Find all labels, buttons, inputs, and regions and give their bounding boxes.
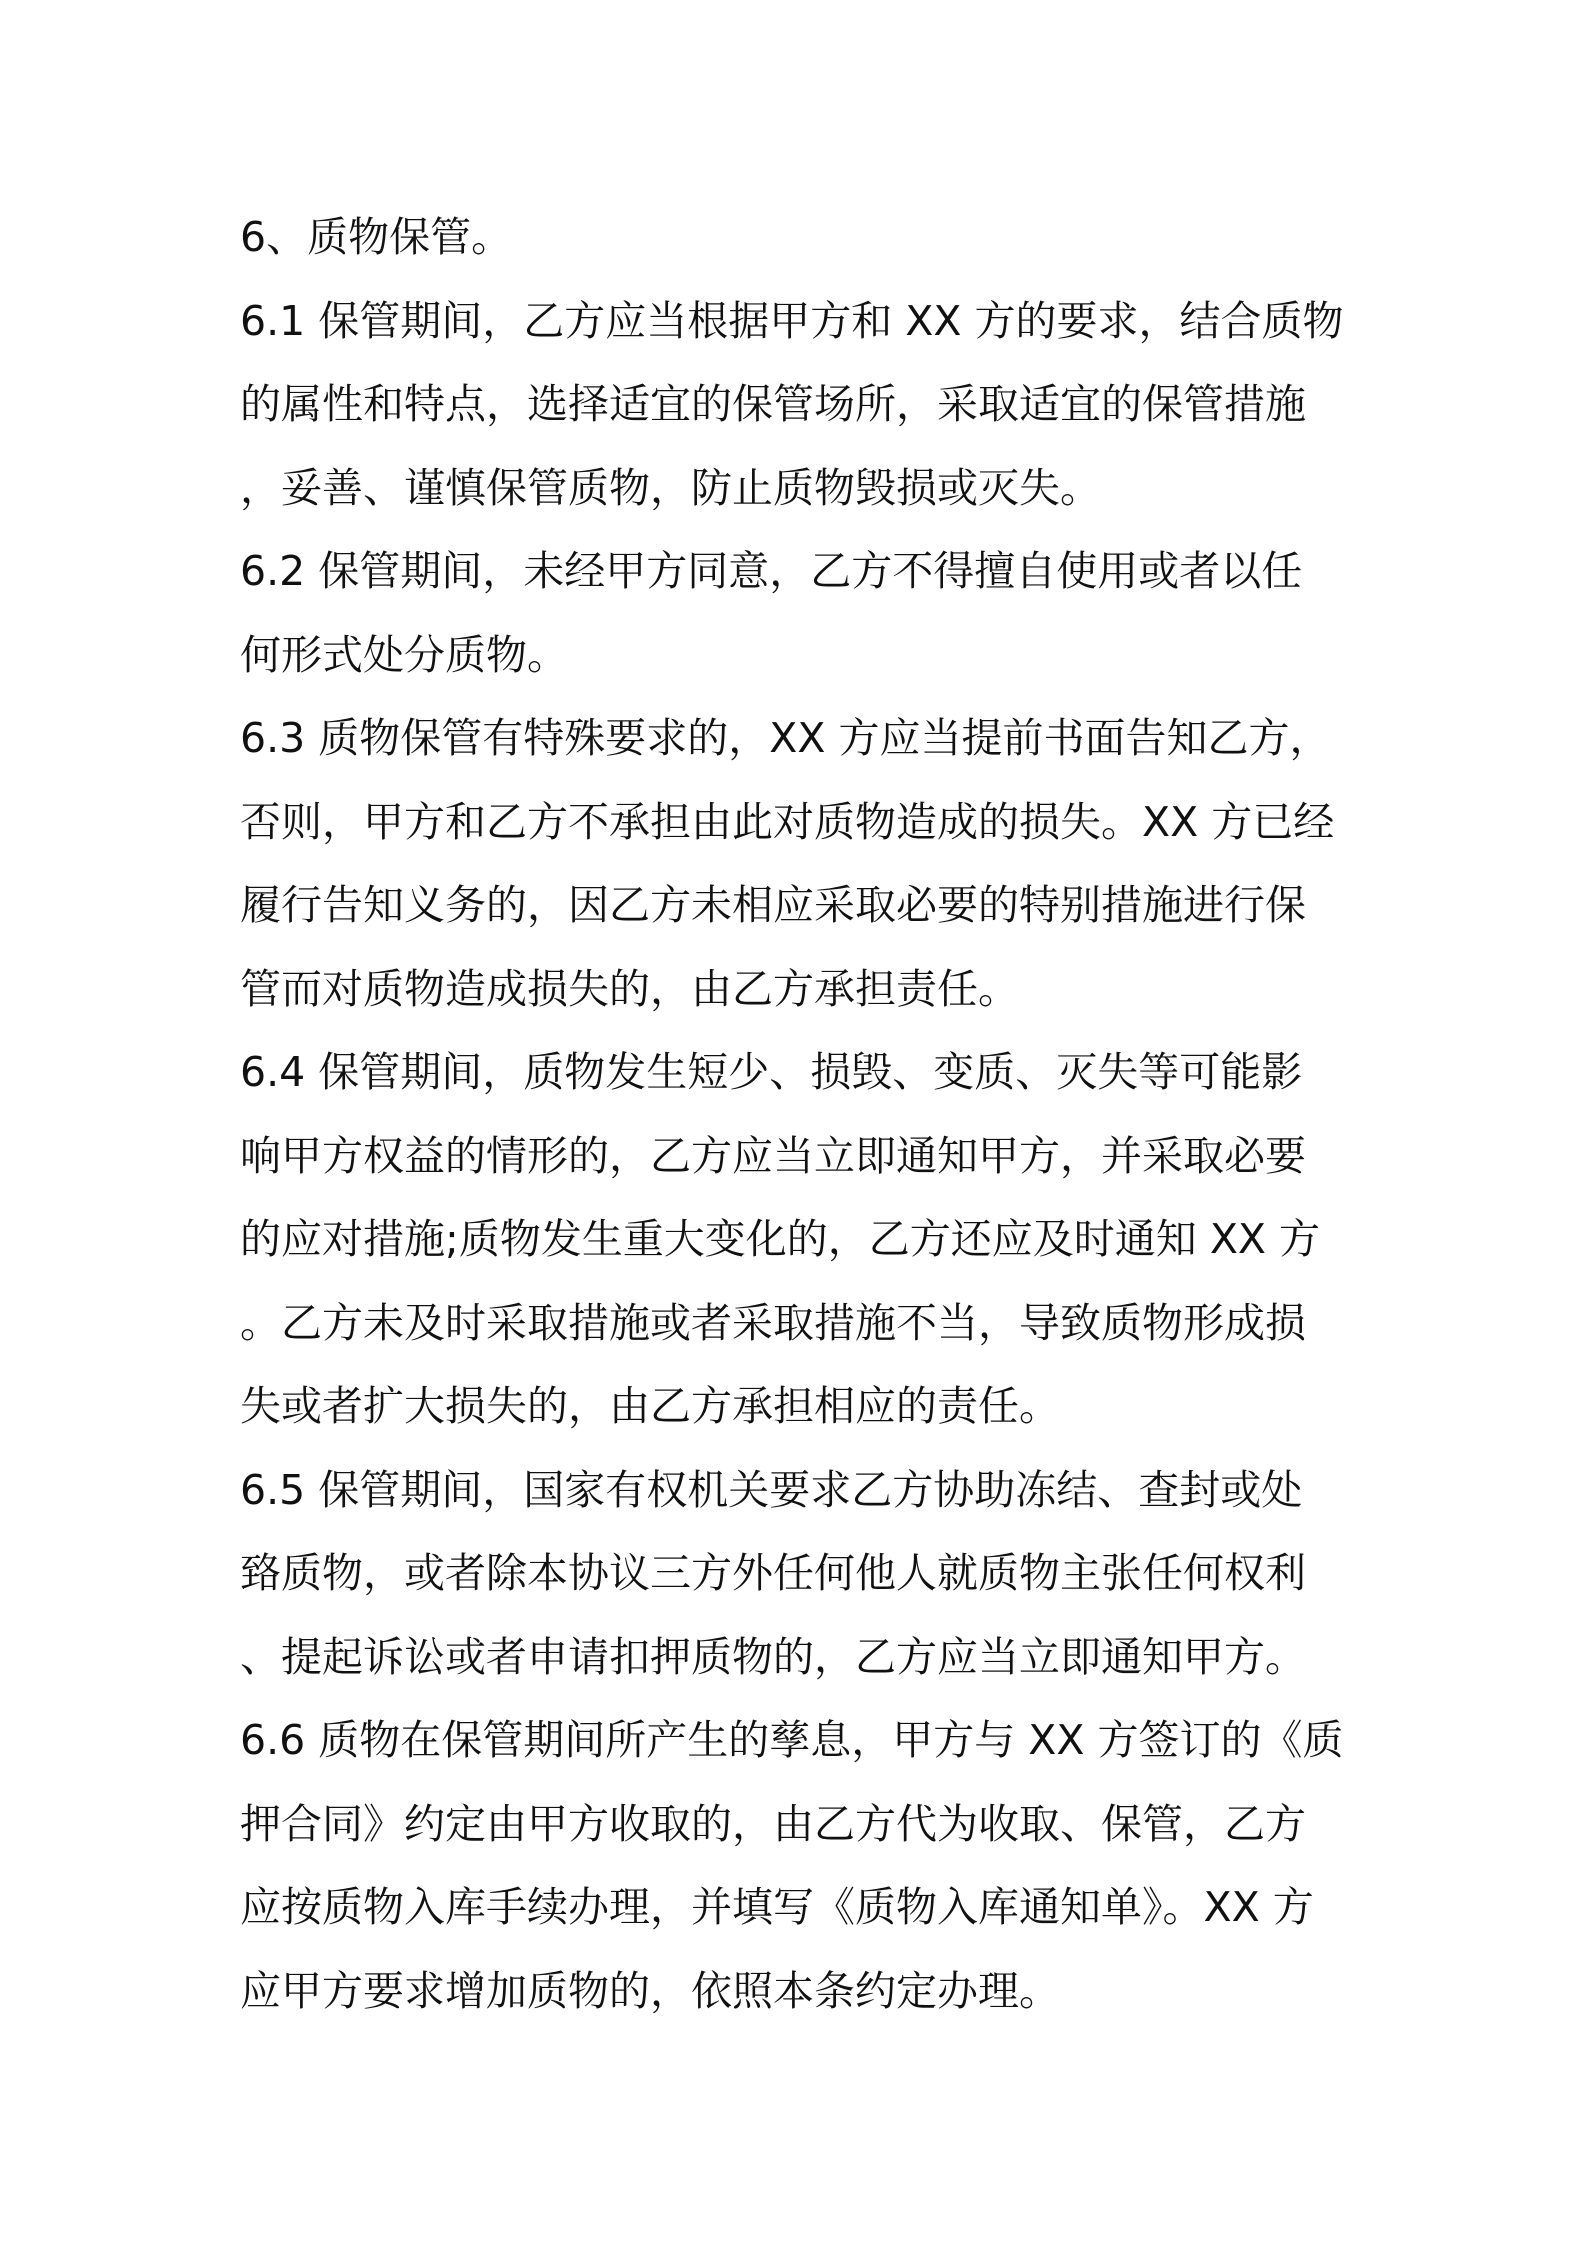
clause-6-2-line-1: 6.2 保管期间，未经甲方同意，乙方不得擅自使用或者以任 bbox=[240, 547, 1303, 595]
section-heading: 6、质物保管。 bbox=[240, 213, 513, 261]
clause-6-4-line-1: 6.4 保管期间，质物发生短少、损毁、变质、灭失等可能影 bbox=[240, 1048, 1303, 1096]
clause-6-3-line-2: 否则，甲方和乙方不承担由此对质物造成的损失。XX 方已经 bbox=[240, 797, 1335, 846]
clause-6-6-line-3: 应按质物入库手续办理，并填写《质物入库通知单》。XX 方 bbox=[240, 1883, 1314, 1931]
clause-6-6-line-4: 应甲方要求增加质物的，依照本条约定办理。 bbox=[240, 1966, 1060, 2015]
clause-6-5-line-3: 、提起诉讼或者申请扣押质物的，乙方应当立即通知甲方。 bbox=[240, 1632, 1306, 1681]
clause-6-1-line-1: 6.1 保管期间，乙方应当根据甲方和 XX 方的要求，结合质物 bbox=[240, 296, 1344, 345]
clause-6-1-line-3: ，妥善、谨慎保管质物，防止质物毁损或灭失。 bbox=[240, 463, 1101, 512]
clause-6-6-line-2: 押合同》约定由甲方收取的，由乙方代为收取、保管，乙方 bbox=[240, 1799, 1306, 1848]
document-body bbox=[240, 196, 1350, 2033]
clause-6-6-line-1: 6.6 质物在保管期间所产生的孳息，甲方与 XX 方签订的《质 bbox=[240, 1716, 1344, 1764]
clause-6-5-line-1: 6.5 保管期间，国家有权机关要求乙方协助冻结、查封或处 bbox=[240, 1465, 1303, 1514]
clause-6-3-line-3: 履行告知义务的，因乙方未相应采取必要的特别措施进行保 bbox=[240, 881, 1306, 929]
clause-6-2-line-2: 何形式处分质物。 bbox=[240, 630, 568, 679]
clause-6-4-line-4: 。乙方未及时采取措施或者采取措施不当，导致质物形成损 bbox=[240, 1298, 1306, 1347]
clause-6-3-line-1: 6.3 质物保管有特殊要求的，XX 方应当提前书面告知乙方， bbox=[240, 714, 1331, 762]
clause-6-4-line-5: 失或者扩大损失的，由乙方承担相应的责任。 bbox=[240, 1382, 1060, 1430]
clause-6-4-line-3: 的应对措施;质物发生重大变化的，乙方还应及时通知 XX 方 bbox=[240, 1215, 1321, 1263]
clause-6-1-line-2: 的属性和特点，选择适宜的保管场所，采取适宜的保管措施 bbox=[240, 380, 1306, 428]
clause-6-3-line-4: 管而对质物造成损失的，由乙方承担责任。 bbox=[240, 964, 1019, 1013]
clause-6-5-line-2: 臵质物，或者除本协议三方外任何他人就质物主张任何权利 bbox=[240, 1549, 1306, 1597]
clause-6-4-line-2: 响甲方权益的情形的，乙方应当立即通知甲方，并采取必要 bbox=[240, 1131, 1306, 1180]
